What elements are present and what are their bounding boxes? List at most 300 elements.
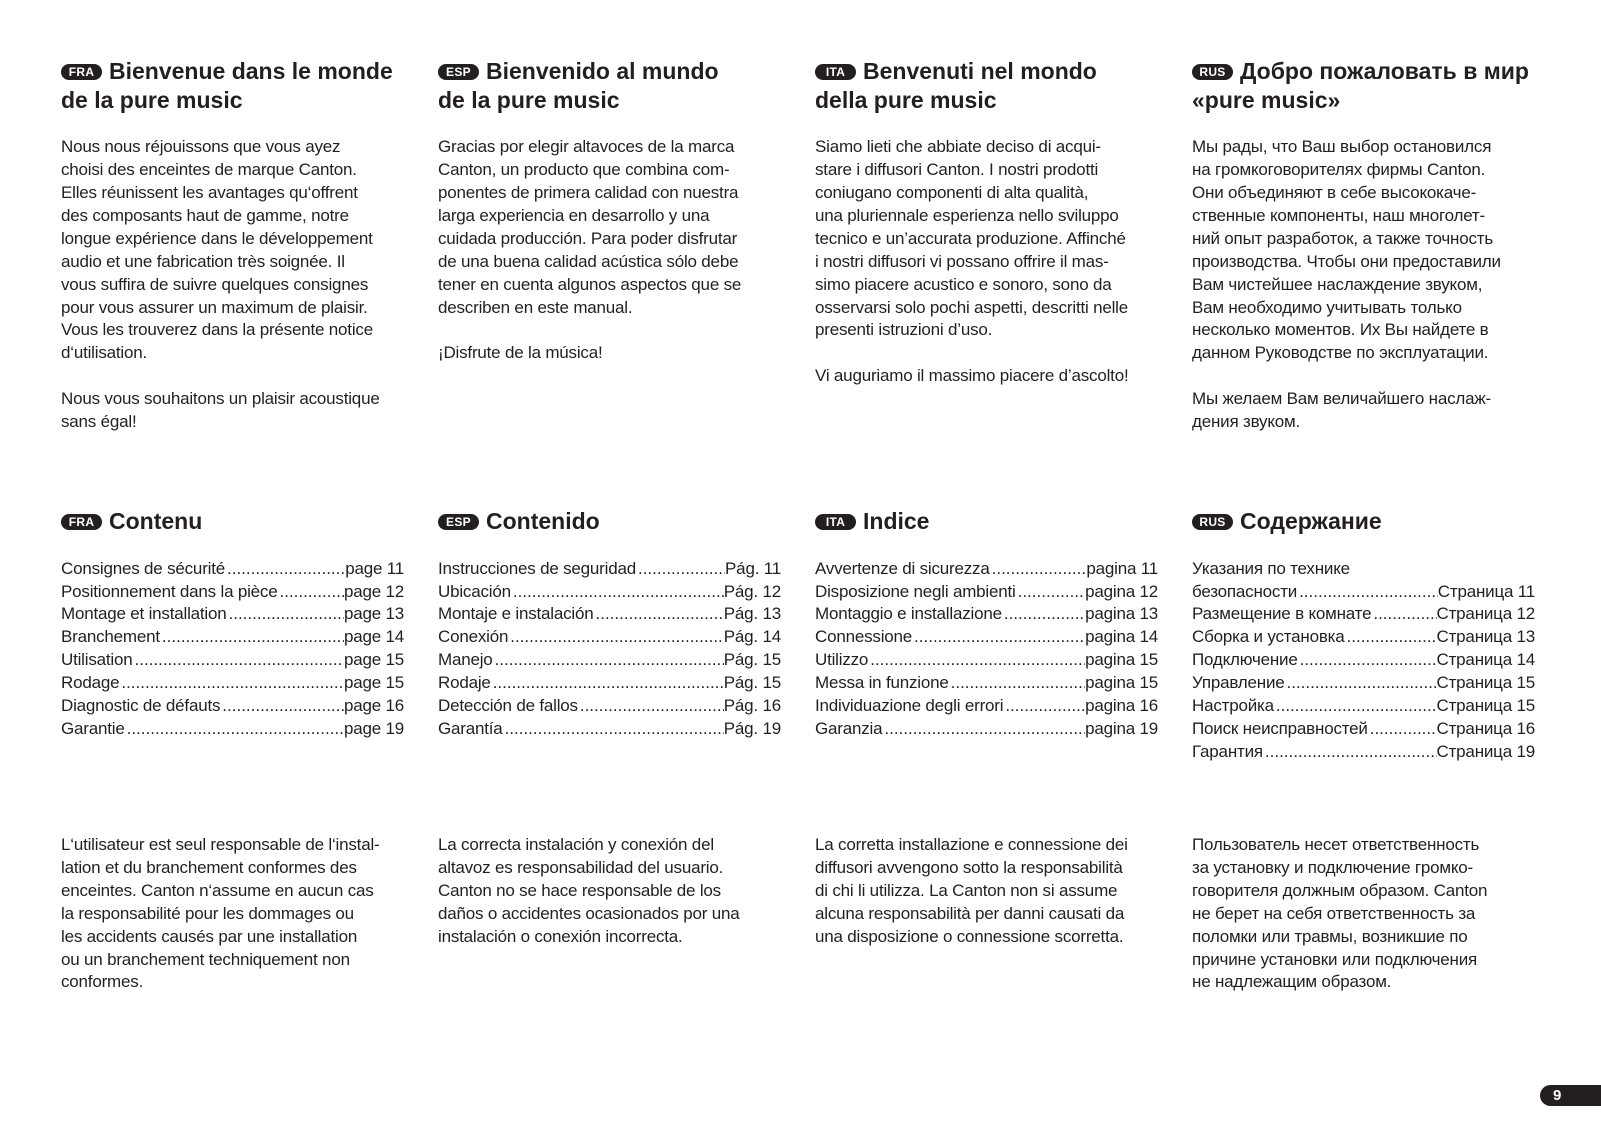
welcome-heading-line [1192, 86, 1552, 115]
text-line: Они объединяют в себе высококаче- [1192, 183, 1477, 202]
toc-entry [1192, 718, 1535, 741]
column-rus [1192, 0, 1552, 1128]
toc-entry-page: pagina 19 [1085, 718, 1158, 738]
toc-entry-row [1192, 603, 1535, 626]
text-line: Вам чистейшее наслаждение звуком, [1192, 274, 1483, 294]
toc-entry-label: Rodaje [438, 673, 491, 693]
disclaimer-paragraph [1192, 834, 1552, 994]
toc-entry-page: pagina 11 [1086, 558, 1158, 578]
toc-entry-page: page 13 [343, 604, 404, 624]
welcome-paragraph [815, 136, 1175, 342]
dot-leader [1016, 581, 1086, 604]
text-line: d‘utilisation. [61, 343, 148, 363]
contents-title: Содержание [1240, 508, 1382, 534]
text-line: Elles réunissent les avantages qu‘offrent [61, 183, 358, 202]
dot-leader [1345, 626, 1437, 649]
text-line: audio et une fabrication très soignée. Il [61, 251, 345, 271]
dot-leader [119, 672, 344, 695]
text-line: на громкоговорителях фирмы Canton. [1192, 160, 1486, 180]
dot-leader [160, 626, 344, 649]
welcome-heading-line [438, 86, 798, 115]
welcome-title-text: Добро пожаловать в мир [1240, 58, 1529, 84]
language-badge: ESP [438, 514, 479, 530]
toc-entry-row [815, 718, 1158, 741]
toc-entry [1192, 603, 1535, 626]
contents-title: Indice [863, 508, 930, 534]
dot-leader [594, 603, 724, 626]
text-line: дения звуком. [1192, 412, 1301, 432]
toc-entry [61, 558, 404, 581]
text-line: tecnico e un’accurata produzione. Affinché [815, 228, 1126, 248]
toc-entry [1192, 672, 1535, 695]
table-of-contents [1192, 558, 1535, 764]
text-line: conformes. [61, 972, 144, 992]
language-badge: RUS [1192, 514, 1233, 530]
text-line: una disposizione o connessione scorretta. [815, 926, 1124, 946]
welcome-body [61, 136, 421, 434]
welcome-paragraph [438, 342, 798, 365]
toc-entry-label: Подключение [1192, 650, 1298, 670]
contents-heading-line [61, 507, 404, 536]
toc-entry-row [438, 626, 781, 649]
welcome-section [438, 57, 798, 365]
toc-entry-page: Pág. 15 [723, 650, 781, 670]
toc-entry-label: Utilizzo [815, 650, 869, 670]
toc-entry-page: Страница 14 [1436, 650, 1535, 670]
welcome-heading-line [61, 86, 421, 115]
toc-entry-label: безопасности [1192, 581, 1298, 601]
welcome-heading [1192, 57, 1552, 114]
contents-heading-line [1192, 507, 1535, 536]
text-line: sans égal! [61, 412, 137, 432]
welcome-title-text: della pure music [815, 86, 997, 113]
toc-entry-label: Consignes de sécurité [61, 558, 226, 578]
contents-heading [438, 507, 781, 536]
dot-leader [511, 581, 724, 604]
toc-entry-label: Montaje e instalación [438, 604, 594, 624]
welcome-paragraph [815, 365, 1175, 388]
toc-entry-row [815, 649, 1158, 672]
text-line: Canton, un producto que combina com- [438, 160, 730, 180]
toc-entry-row [61, 558, 404, 581]
toc-entry-page: Страница 11 [1437, 581, 1535, 601]
toc-entry-page: Pág. 11 [725, 558, 781, 578]
toc-entry-label: Positionnement dans la pièce [61, 581, 278, 601]
table-of-contents [61, 558, 404, 741]
dot-leader [125, 718, 344, 741]
contents-heading [1192, 507, 1535, 536]
text-line: Мы желаем Вам величайшего наслаж- [1192, 389, 1492, 409]
welcome-title-text: Benvenuti nel mondo [863, 58, 1097, 84]
toc-entry-row [61, 649, 404, 672]
dot-leader [1368, 718, 1437, 741]
dot-leader [949, 672, 1085, 695]
toc-entry [438, 626, 781, 649]
toc-entry-page: pagina 15 [1085, 673, 1158, 693]
toc-entry [1192, 558, 1535, 604]
dot-leader [1003, 695, 1085, 718]
dot-leader [868, 649, 1085, 672]
text-line: diffusori avvengono sotto la responsabilità [815, 857, 1123, 877]
toc-entry-label: Garantie [61, 718, 125, 738]
text-line: производства. Чтобы они предоставили [1192, 251, 1501, 271]
dot-leader [278, 581, 344, 604]
column-esp [438, 0, 798, 1128]
text-line: cuidada producción. Para poder disfrutar [438, 228, 738, 248]
toc-entry-page: pagina 13 [1085, 604, 1158, 624]
toc-entry-page: Страница 16 [1436, 718, 1535, 738]
text-line: enceintes. Canton n‘assume en aucun cas [61, 880, 374, 900]
toc-entry [1192, 741, 1535, 764]
language-badge: ESP [438, 64, 479, 80]
disclaimer-paragraph [61, 834, 421, 994]
table-of-contents [438, 558, 781, 741]
text-line: des composants haut de gamme, notre [61, 205, 349, 225]
toc-entry-row [815, 603, 1158, 626]
toc-entry-row [815, 672, 1158, 695]
disclaimer-paragraph [815, 834, 1175, 949]
toc-entry-row [438, 603, 781, 626]
dot-leader [990, 558, 1087, 581]
text-line: причине установки или подключения [1192, 949, 1478, 969]
dot-leader [220, 695, 344, 718]
toc-entry-page: Страница 15 [1436, 673, 1535, 693]
welcome-body [438, 136, 798, 365]
toc-entry [61, 603, 404, 626]
text-line: несколько моментов. Их Вы найдете в [1192, 320, 1489, 340]
toc-entry-label: Montaggio e installazione [815, 604, 1002, 624]
toc-entry-page: pagina 14 [1085, 627, 1158, 647]
text-line: Вам необходимо учитывать только [1192, 297, 1462, 317]
contents-heading-line [815, 507, 1158, 536]
toc-entry-row [61, 718, 404, 741]
toc-entry-page: pagina 15 [1085, 650, 1158, 670]
contents-title: Contenu [109, 508, 203, 534]
text-line: Gracias por elegir altavoces de la marca [438, 137, 735, 157]
toc-entry [61, 581, 404, 604]
toc-entry-label: Connessione [815, 627, 913, 647]
welcome-heading [61, 57, 421, 114]
table-of-contents [815, 558, 1158, 741]
toc-entry [815, 718, 1158, 741]
dot-leader [493, 649, 724, 672]
toc-entry-page: page 15 [343, 650, 404, 670]
text-line: за установку и подключение громко- [1192, 857, 1474, 877]
dot-leader [1285, 672, 1437, 695]
toc-entry [815, 626, 1158, 649]
toc-entry [61, 672, 404, 695]
toc-entry [438, 649, 781, 672]
toc-entry-label: Rodage [61, 673, 120, 693]
text-line: vous suffira de suivre quelques consignes [61, 274, 369, 294]
toc-entry-label: Manejo [438, 650, 493, 670]
toc-entry-label: Гарантия [1192, 741, 1263, 761]
text-line: говорителя должным образом. Canton [1192, 880, 1488, 900]
welcome-title-text: «pure music» [1192, 86, 1341, 113]
toc-entry [438, 558, 781, 581]
dot-leader [1298, 649, 1437, 672]
text-line: describen en este manual. [438, 297, 633, 317]
toc-entry-label: Garanzia [815, 718, 883, 738]
language-badge: FRA [61, 64, 102, 80]
text-line: pour vous assurer un maximum de plaisir. [61, 297, 368, 317]
toc-entry-label: Ubicación [438, 581, 511, 601]
text-line: alcuna responsabilità per danni causati da [815, 903, 1125, 923]
toc-entry-page: page 11 [345, 558, 404, 578]
dot-leader [503, 718, 724, 741]
toc-entry-label: Garantía [438, 718, 503, 738]
disclaimer-section [1192, 834, 1552, 994]
toc-entry-row [1192, 649, 1535, 672]
toc-entry [815, 603, 1158, 626]
toc-entry-page: page 15 [343, 673, 404, 693]
text-line: La correcta instalación y conexión del [438, 835, 714, 854]
welcome-body [815, 136, 1175, 388]
toc-entry-page: Pág. 15 [723, 673, 781, 693]
text-line: Nous nous réjouissons que vous ayez [61, 137, 341, 157]
text-line: la responsabilité pour les dommages ou [61, 903, 354, 923]
text-line: presenti istruzioni d’uso. [815, 320, 993, 340]
toc-entry-label: Utilisation [61, 650, 133, 670]
text-line: i nostri diffusori vi possano offrire il mas- [815, 251, 1109, 271]
dot-leader [1274, 695, 1437, 718]
dot-leader [227, 603, 344, 626]
welcome-section [61, 57, 421, 434]
dot-leader [1371, 603, 1436, 626]
contents-heading-line [438, 507, 781, 536]
toc-entry-row [1192, 626, 1535, 649]
dot-leader [225, 558, 345, 581]
toc-entry-label: Управление [1192, 673, 1285, 693]
text-line: una pluriennale esperienza nello sviluppo [815, 205, 1119, 225]
welcome-heading [438, 57, 798, 114]
toc-entry [438, 581, 781, 604]
toc-entry-label: Avvertenze di sicurezza [815, 558, 990, 578]
language-badge: ITA [815, 514, 856, 530]
toc-entry [438, 718, 781, 741]
text-line: daños o accidentes ocasionados por una [438, 903, 740, 923]
toc-entry-row [438, 672, 781, 695]
toc-entry-row [438, 718, 781, 741]
welcome-paragraph [438, 136, 798, 319]
contents-title: Contenido [486, 508, 600, 534]
text-line: Siamo lieti che abbiate deciso di acqui- [815, 137, 1101, 157]
text-line: stare i diffusori Canton. I nostri prodotti [815, 160, 1099, 180]
toc-entry-page: Страница 13 [1436, 627, 1535, 647]
toc-entry-label: Размещение в комнате [1192, 604, 1372, 624]
language-badge: ITA [815, 64, 856, 80]
welcome-section [815, 57, 1175, 388]
toc-entry-label: Сборка и установка [1192, 627, 1345, 647]
toc-entry [61, 695, 404, 718]
dot-leader [912, 626, 1085, 649]
toc-entry [1192, 695, 1535, 718]
toc-entry-label: Настройка [1192, 696, 1274, 716]
dot-leader [1002, 603, 1085, 626]
welcome-paragraph [1192, 388, 1552, 434]
text-line: osservarsi solo pochi aspetti, descritti nelle [815, 297, 1129, 317]
welcome-heading-line [438, 57, 798, 86]
toc-entry [815, 672, 1158, 695]
text-line: altavoz es responsabilidad del usuario. [438, 857, 724, 877]
text-line: tener en cuenta algunos aspectos que se [438, 274, 742, 294]
text-line: larga experiencia en desarrollo y una [438, 205, 710, 225]
toc-entry-page: page 12 [343, 581, 404, 601]
text-line: Canton no se hace responsable de los [438, 880, 721, 900]
text-line: ponentes de primera calidad con nuestra [438, 183, 739, 202]
toc-entry-page: pagina 12 [1085, 581, 1158, 601]
contents-section [61, 507, 404, 741]
text-line: instalación o conexión incorrecta. [438, 926, 683, 946]
toc-entry-label: Conexión [438, 627, 509, 647]
language-badge: FRA [61, 514, 102, 530]
toc-entry [815, 649, 1158, 672]
welcome-title-text: Bienvenue dans le monde [109, 58, 393, 84]
text-line: не берет на себя ответственность за [1192, 903, 1476, 923]
disclaimer-section [61, 834, 421, 994]
disclaimer-paragraph [438, 834, 798, 949]
toc-entry-row [1192, 741, 1535, 764]
text-line: simo piacere acustico e sonoro, sono da [815, 274, 1112, 294]
dot-leader [882, 718, 1085, 741]
welcome-heading-line [61, 57, 421, 86]
text-line: coniugano componenti di alta qualità, [815, 183, 1089, 202]
text-line: de una buena calidad acústica sólo debe [438, 251, 739, 271]
toc-entry-row [438, 558, 781, 581]
contents-section [815, 507, 1158, 741]
text-line: choisi des enceintes de marque Canton. [61, 160, 357, 180]
toc-entry-row [815, 626, 1158, 649]
toc-entry [61, 718, 404, 741]
toc-entry-page: pagina 16 [1085, 696, 1158, 716]
toc-entry [438, 695, 781, 718]
toc-entry [815, 581, 1158, 604]
text-line: Пользователь несет ответственность [1192, 835, 1480, 854]
toc-entry-row [1192, 718, 1535, 741]
toc-entry [1192, 626, 1535, 649]
toc-entry-label: Individuazione degli errori [815, 696, 1004, 716]
toc-entry-row [438, 695, 781, 718]
welcome-section [1192, 57, 1552, 434]
toc-entry-label-line: Указания по технике [1192, 558, 1350, 578]
welcome-paragraph [1192, 136, 1552, 365]
dot-leader [636, 558, 725, 581]
toc-entry-row [1192, 695, 1535, 718]
toc-entry [815, 695, 1158, 718]
column-ita [815, 0, 1175, 1128]
toc-entry-page: Страница 19 [1436, 741, 1535, 761]
toc-entry [815, 558, 1158, 581]
page-number-badge: 9 [1540, 1085, 1601, 1106]
toc-entry-row [438, 649, 781, 672]
toc-entry-page: Pág. 16 [723, 696, 781, 716]
contents-heading [61, 507, 404, 536]
toc-entry-row [815, 695, 1158, 718]
toc-entry-label: Instrucciones de seguridad [438, 558, 636, 578]
toc-entry [61, 649, 404, 672]
dot-leader [133, 649, 344, 672]
toc-entry-page: page 14 [343, 627, 404, 647]
text-line: Vi auguriamo il massimo piacere d’ascolto! [815, 366, 1129, 386]
toc-entry [61, 626, 404, 649]
dot-leader [578, 695, 724, 718]
disclaimer-section [815, 834, 1175, 949]
contents-heading [815, 507, 1158, 536]
toc-entry-page: page 19 [343, 718, 404, 738]
welcome-heading-line [815, 86, 1175, 115]
toc-entry-row [61, 626, 404, 649]
toc-entry-label: Detección de fallos [438, 696, 578, 716]
contents-section [438, 507, 781, 741]
toc-entry-row [815, 581, 1158, 604]
column-fra [61, 0, 421, 1128]
welcome-title-text: de la pure music [61, 86, 243, 113]
text-line: les accidents causés par une installation [61, 926, 358, 946]
toc-entry-row [1192, 672, 1535, 695]
disclaimer-section [438, 834, 798, 949]
toc-entry-row [815, 558, 1158, 581]
text-line: di chi li utilizza. La Canton non si assume [815, 880, 1118, 900]
toc-entry-page: Pág. 14 [723, 627, 781, 647]
text-line: поломки или травмы, возникшие по [1192, 926, 1468, 946]
toc-entry-label: Montage et installation [61, 604, 227, 624]
toc-entry-label: Diagnostic de défauts [61, 696, 221, 716]
toc-entry-label: Messa in funzione [815, 673, 949, 693]
text-line: lation et du branchement conformes des [61, 857, 357, 877]
welcome-heading-line [815, 57, 1175, 86]
welcome-heading-line [1192, 57, 1552, 86]
toc-entry-row [61, 672, 404, 695]
text-line: Nous vous souhaitons un plaisir acoustique [61, 389, 380, 409]
toc-entry-row [61, 581, 404, 604]
toc-entry-label: Disposizione negli ambienti [815, 581, 1016, 601]
text-line: ¡Disfrute de la música! [438, 343, 603, 363]
toc-entry-page: Pág. 13 [723, 604, 781, 624]
text-line: Мы рады, что Ваш выбор остановился [1192, 137, 1492, 157]
toc-entry-page: Pág. 19 [723, 718, 781, 738]
toc-entry [438, 672, 781, 695]
text-line: ний опыт разработок, а также точность [1192, 228, 1493, 248]
welcome-title-text: Bienvenido al mundo [486, 58, 719, 84]
toc-entry-page: Страница 15 [1436, 696, 1535, 716]
toc-entry-page: Pág. 12 [723, 581, 781, 601]
toc-entry-row [1192, 581, 1535, 604]
welcome-title-text: de la pure music [438, 86, 620, 113]
toc-entry [438, 603, 781, 626]
text-line: Vous les trouverez dans la présente notice [61, 320, 373, 340]
text-line: longue expérience dans le développement [61, 228, 373, 248]
welcome-body [1192, 136, 1552, 434]
language-badge: RUS [1192, 64, 1233, 80]
toc-entry-page: Страница 12 [1436, 604, 1535, 624]
dot-leader [508, 626, 724, 649]
welcome-paragraph [61, 388, 421, 434]
contents-section [1192, 507, 1535, 764]
welcome-heading [815, 57, 1175, 114]
dot-leader [491, 672, 724, 695]
toc-entry-label: Поиск неисправностей [1192, 718, 1368, 738]
text-line: ственные компоненты, наш многолет- [1192, 205, 1485, 225]
text-line: La corretta installazione e connessione dei [815, 835, 1128, 854]
toc-entry-label: Branchement [61, 627, 160, 647]
text-line: данном Руководстве по эксплуатации. [1192, 343, 1489, 363]
toc-entry-row [438, 581, 781, 604]
toc-entry-page: page 16 [343, 696, 404, 716]
toc-entry-row [61, 603, 404, 626]
text-line: ou un branchement techniquement non [61, 949, 350, 969]
text-line: не надлежащим образом. [1192, 972, 1392, 992]
text-line: L‘utilisateur est seul responsable de l‘instal- [61, 835, 380, 854]
